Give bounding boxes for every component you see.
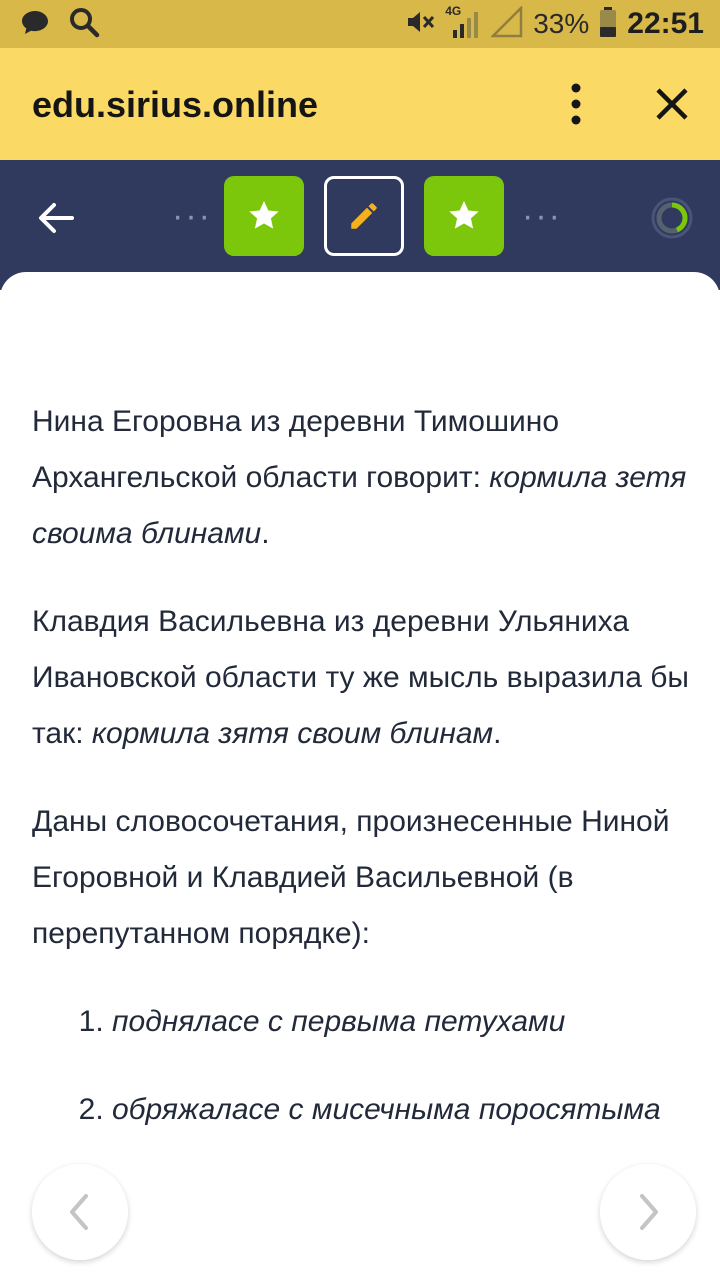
content-sheet — [0, 272, 720, 1280]
more-vertical-icon — [556, 82, 596, 126]
clock: 22:51 — [627, 7, 704, 40]
paragraph-2: Клавдия Васильевна из деревни Ульяниха Ивановской области ту же мысль выразила бы так: кормила зятя своим блинам. — [32, 605, 689, 750]
browser-bar — [0, 48, 720, 160]
step-1-button[interactable] — [224, 176, 304, 256]
paragraph-1: Нина Егоровна из деревни Тимошино Архангельской области говорит: кормила зетя своима блинами. — [32, 405, 687, 550]
star-icon — [246, 198, 282, 234]
battery-icon — [599, 6, 617, 43]
paragraph-3: Даны словосочетания, произнесенные Ниной Егоровной и Клавдией Васильевной (в перепутанном порядке): — [32, 805, 670, 950]
task-text — [32, 394, 692, 1170]
status-bar — [0, 0, 720, 48]
more-steps-left[interactable]: ··· — [172, 197, 212, 235]
url-text: edu.sirius.online — [32, 84, 319, 125]
step-3-button[interactable] — [424, 176, 504, 256]
previous-button[interactable] — [32, 1164, 128, 1260]
close-icon — [650, 82, 694, 126]
list-item: 1. подняласе с первыма петухами — [112, 994, 692, 1050]
chevron-left-icon — [65, 1192, 95, 1232]
no-signal-icon — [491, 6, 523, 43]
lesson-nav-bar — [0, 160, 720, 290]
star-icon — [446, 198, 482, 234]
more-steps-right[interactable]: ··· — [522, 197, 562, 235]
more-menu-button[interactable] — [556, 82, 596, 126]
next-button[interactable] — [600, 1164, 696, 1260]
chevron-right-icon — [633, 1192, 663, 1232]
chat-icon — [20, 8, 50, 41]
battery-percent: 33% — [533, 8, 590, 39]
close-button[interactable] — [650, 82, 694, 126]
step-2-button-current[interactable] — [324, 176, 404, 256]
progress-ring-icon[interactable] — [650, 196, 694, 240]
arrow-left-icon — [34, 196, 78, 240]
back-button[interactable] — [34, 196, 78, 240]
mute-icon — [405, 8, 435, 41]
search-icon — [68, 6, 100, 43]
pencil-icon — [347, 199, 381, 233]
list-item: 2. обряжаласе с мисечныма поросятыма — [112, 1082, 692, 1138]
signal-icon: 4G — [445, 8, 481, 40]
phrase-list — [32, 994, 692, 1138]
